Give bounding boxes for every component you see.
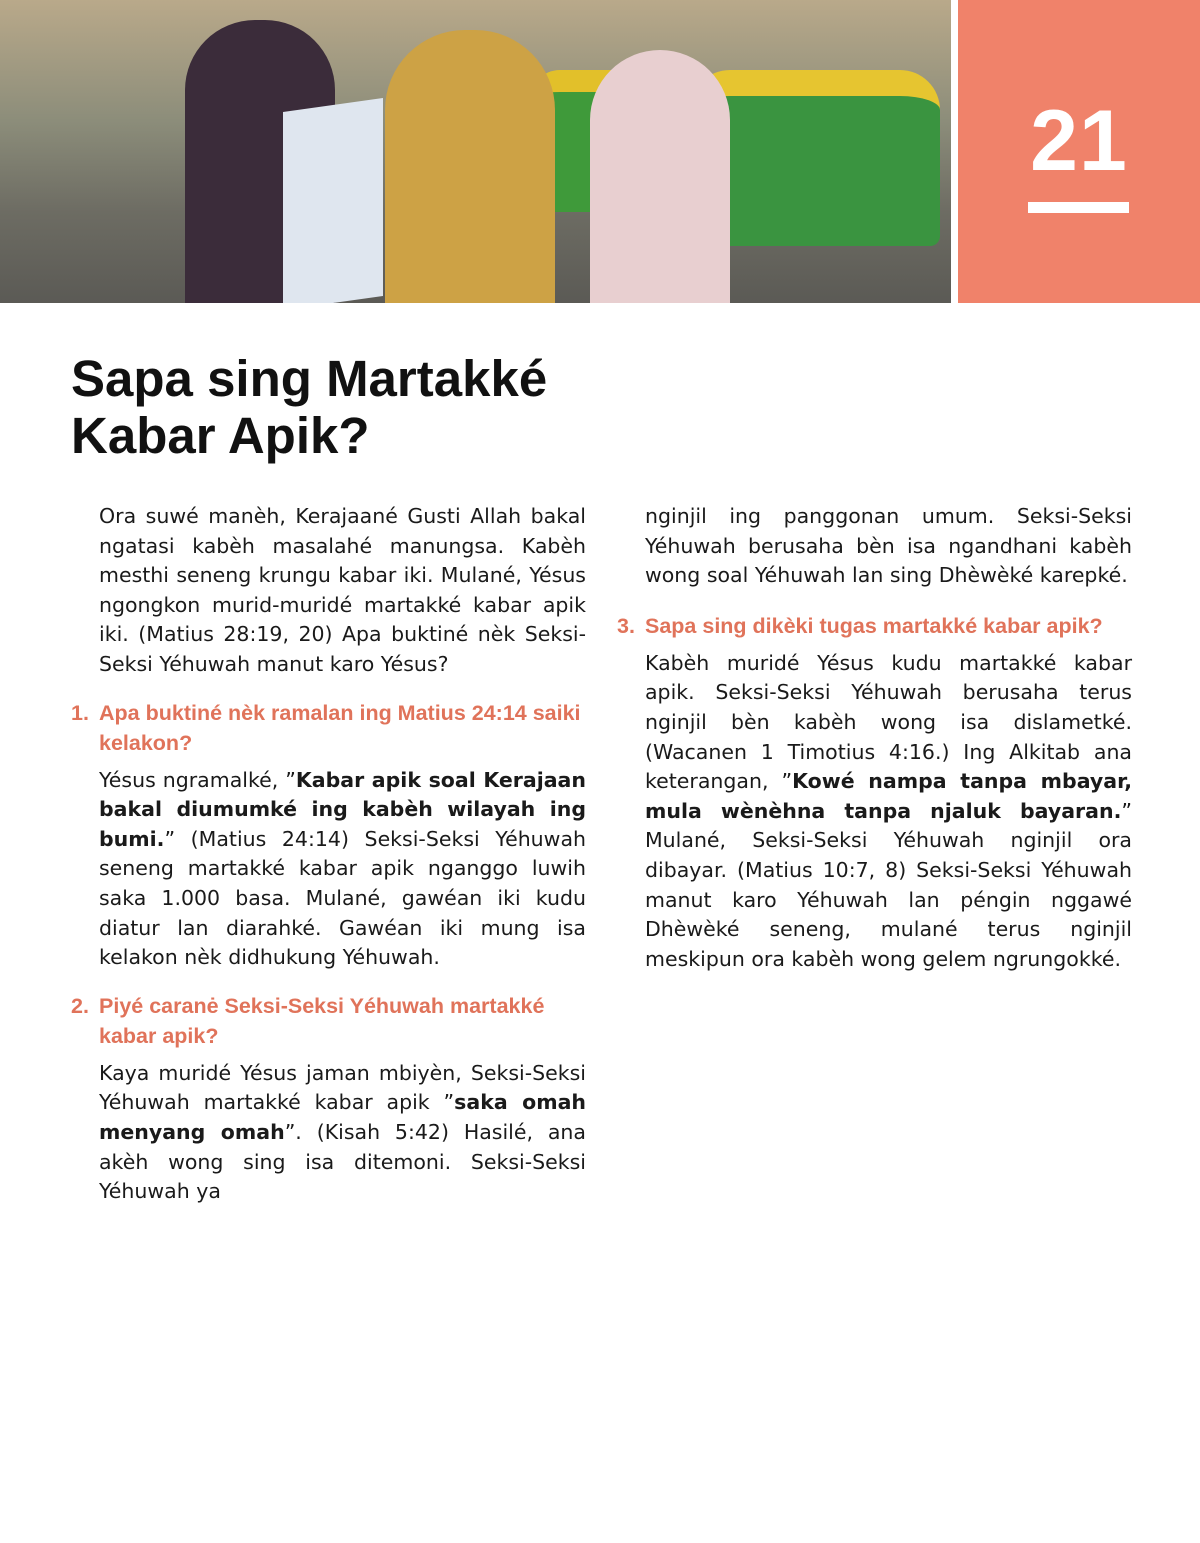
page-title: Sapa sing Martakké Kabar Apik? (71, 350, 548, 464)
answer-paragraph (645, 649, 1132, 975)
text-segment: Kabèh muridé Yésus kudu martakké kabar apik. Seksi-Seksi Yéhuwah berusaha terus nginjil bèn kabèh wong isa dislametké. (Wacanen 1 Timotius 4:16.) Ing Alkitab ana keterangan, ” (645, 650, 1132, 794)
column-right (617, 502, 1132, 974)
text-segment: ” (Matius 24:14) Seksi-Seksi Yéhuwah seneng martakké kabar apik nganggo luwih saka 1.000 basa. Mulané, gawéan iki kudu diatur lan diarahké. Gawéan iki mung isa kelakon nèk didhukung Yéhuwah. (99, 826, 586, 970)
lesson-number-underline (1028, 202, 1129, 213)
question-number: 2. (71, 993, 89, 1018)
person-woman-center (385, 30, 555, 303)
person-man-right (590, 50, 730, 303)
question-text: Sapa sing dikèki tugas martakké kabar apik? (645, 613, 1103, 638)
question-heading (617, 611, 1132, 641)
scripture-quote: saka omah menyang omah (99, 1090, 587, 1144)
text-segment: ” Mulané, Seksi-Seksi Yéhuwah nginjil ora dibayar. (Matius 10:7, 8) Seksi-Seksi Yéhuwah manut karo Yéhuwah lan péngin nggawé Dhèwèké seneng, mulané terus nginjil meskipun ora kabèh wong gelem ngrungokké. (645, 798, 1132, 971)
lesson-number-badge (958, 0, 1200, 303)
text-segment: Yésus ngramalké, ” (99, 767, 296, 792)
column-left (71, 502, 586, 1207)
answer-paragraph-continued: nginjil ing panggonan umum. Seksi-Seksi Yéhuwah berusaha bèn isa ngandhani kabèh wong soal Yéhuwah lan sing Dhèwèké karepké. (645, 504, 1132, 588)
scripture-quote: Kowé nampa tanpa mbayar, mula wènèhna tanpa njaluk bayaran. (645, 769, 1132, 823)
question-number: 1. (71, 700, 89, 725)
intro-paragraph: Ora suwé manèh, Kerajaané Gusti Allah bakal ngatasi kabèh masalahé manungsa. Kabèh mesthi seneng krungu kabar iki. Mulané, Yésus ngongkon murid-muridé martakké kabar apik iki. (Matius 28:19, 20) Apa buktiné nèk Seksi-Seksi Yéhuwah manut karo Yésus? (99, 504, 586, 676)
question-text: Apa buktiné nèk ramalan ing Matius 24:14 saiki kelakon? (99, 700, 581, 755)
answer-paragraph (99, 766, 586, 973)
question-text: Piyé caranė Seksi-Seksi Yéhuwah martakké kabar apik? (99, 993, 545, 1048)
literature-display-cart (283, 98, 383, 303)
text-segment: Kaya muridé Yésus jaman mbiyèn, Seksi-Seksi Yéhuwah martakké kabar apik ” (99, 1060, 586, 1115)
scripture-quote: Kabar apik soal Kerajaan bakal diumumké ing kabèh wilayah ing bumi. (99, 767, 586, 851)
lesson-number: 21 (1030, 93, 1128, 189)
answer-paragraph (99, 1059, 586, 1207)
question-number: 3. (617, 613, 635, 638)
question-heading (71, 698, 586, 758)
question-heading (71, 991, 586, 1051)
header-photo (0, 0, 951, 303)
text-segment: ”. (Kisah 5:42) Hasilé, ana akèh wong sing isa ditemoni. Seksi-Seksi Yéhuwah ya (99, 1119, 586, 1204)
